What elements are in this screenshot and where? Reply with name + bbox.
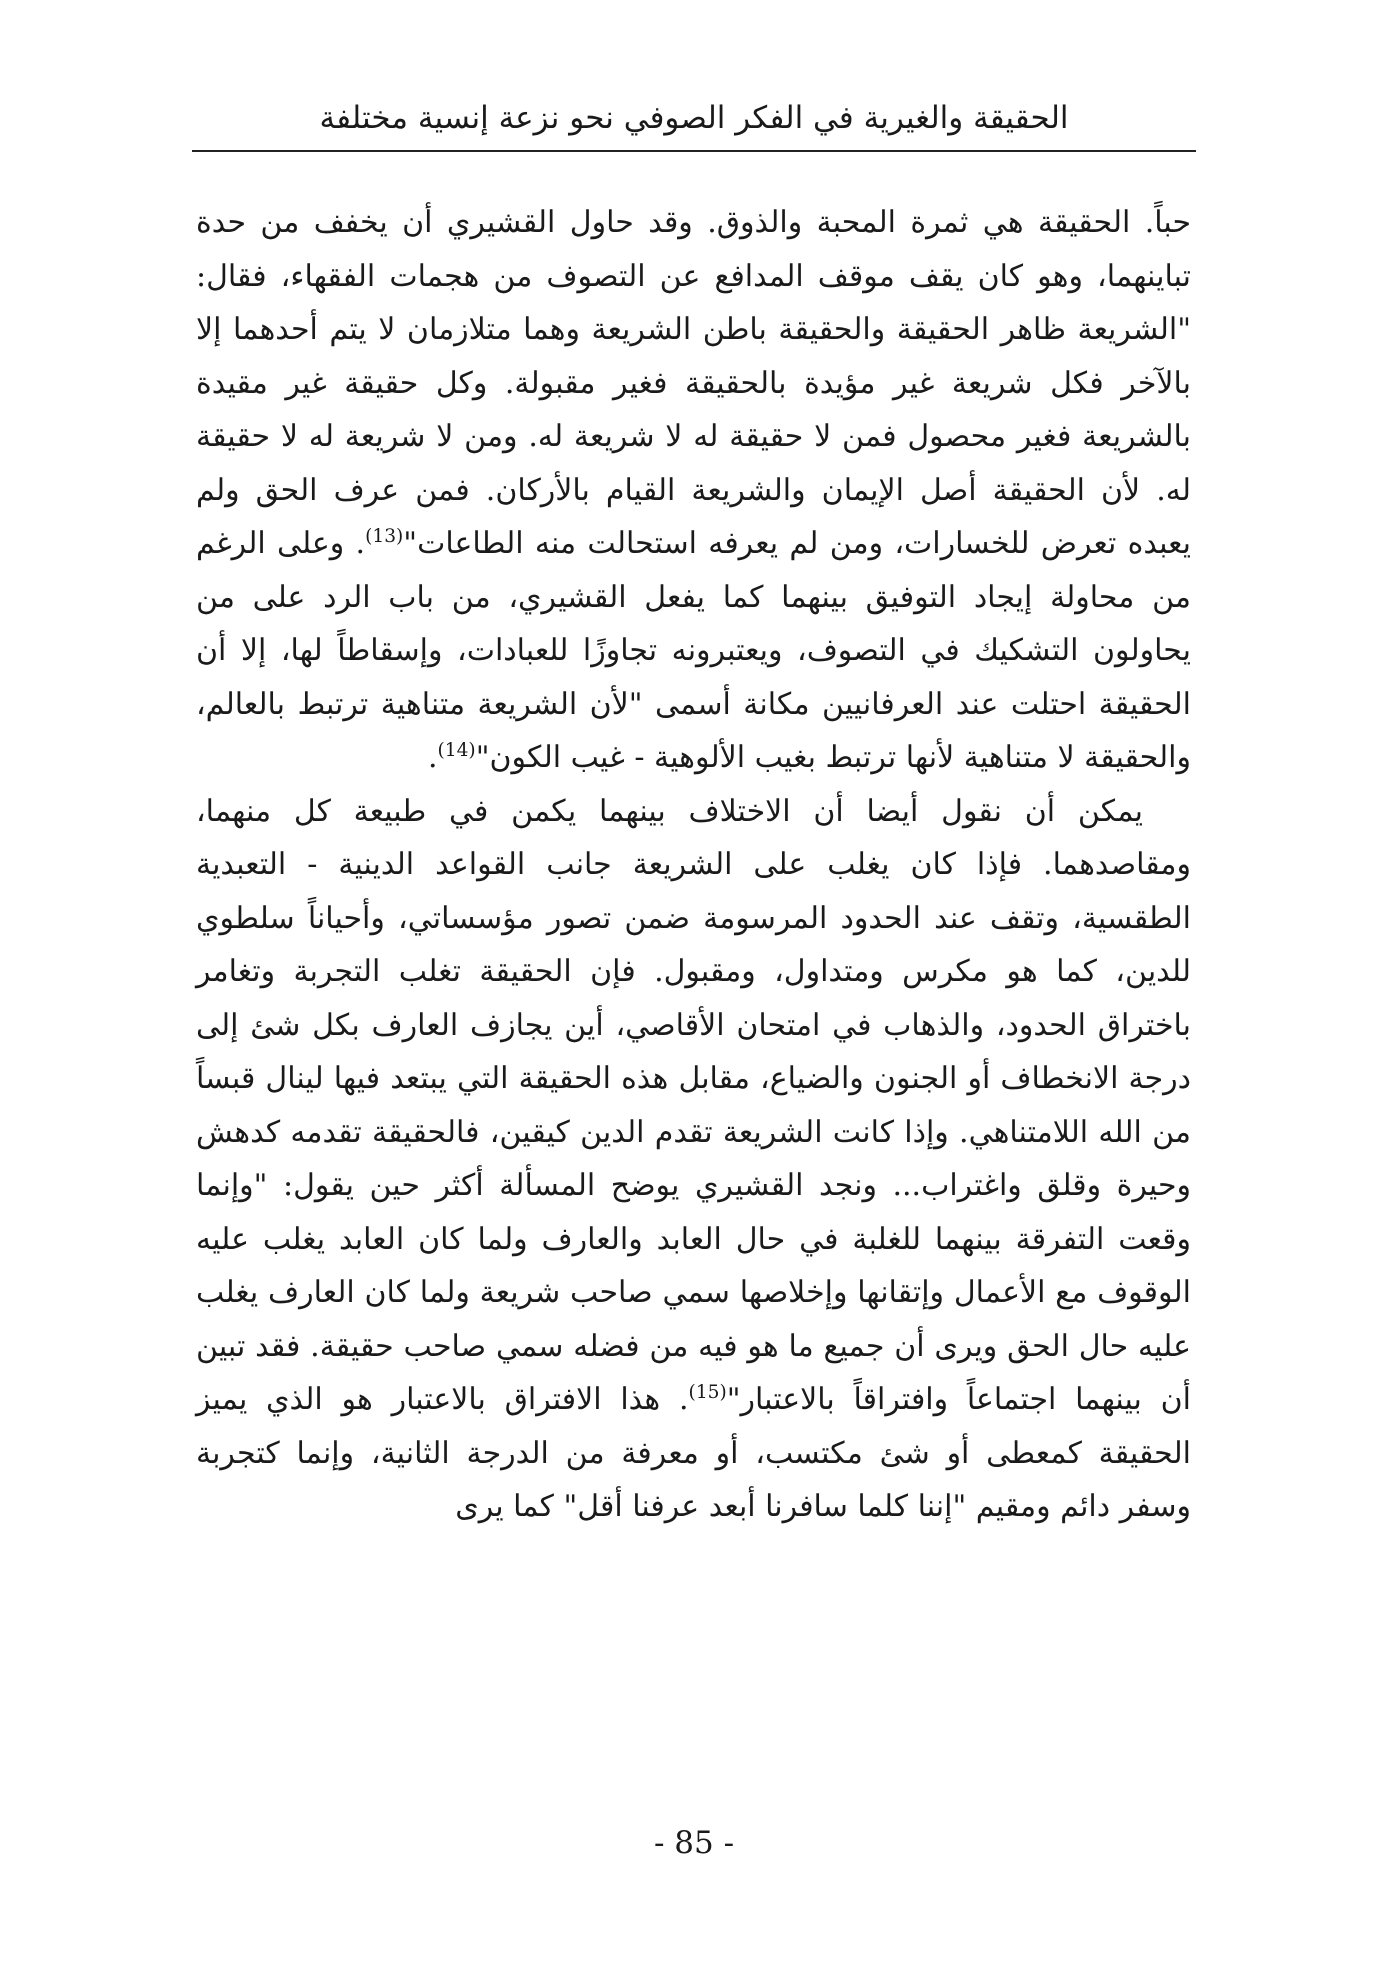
paragraph-2-text-b: . هذا الافتراق بالاعتبار هو الذي يميز الحقيقة كمعطى أو شئ مكتسب، أو معرفة من الدرجة الثانية، وإنما كتجربة وسفر دائم ومقيم "إننا كلما سافرنا أبعد عرفنا أقل" كما يرى <box>196 1382 1191 1524</box>
paragraph-1-text-c: . <box>427 740 438 775</box>
paragraph-2-text-a: يمكن أن نقول أيضا أن الاختلاف بينهما يكمن في طبيعة كل منهما، ومقاصدهما. فإذا كان يغلب على الشريعة جانب القواعد الدينية - التعبدية الطقسية، وتقف عند الحدود المرسومة ضمن تصور مؤسساتي، وأحياناً سلطوي للدين، كما هو مكرس ومتداول، ومقبول. فإن الحقيقة تغلب التجربة وتغامر باختراق الحدود، والذهاب في امتحان الأقاصي، أين يجازف العارف بكل شئ إلى درجة الانخطاف أو الجنون والضياع، مقابل هذه الحقيقة التي يبتعد فيها لينال قبساً من الله اللامتناهي. وإذا كانت الشريعة تقدم الدين كيقين، فالحقيقة تقدمه كدهش وحيرة وقلق واغتراب... ونجد القشيري يوضح المسألة أكثر حين يقول: "وإنما وقعت التفرقة بينهما للغلبة في حال العابد والعارف ولما كان العابد يغلب عليه الوقوف مع الأعمال وإتقانها وإخلاصها سمي صاحب شريعة ولما كان العارف يغلب عليه حال الحق ويرى أن جميع ما هو فيه من فضله سمي صاحب حقيقة. فقد تبين أن بينهما اجتماعاً وافتراقاً بالاعتبار" <box>196 793 1191 1417</box>
footnote-ref-13: (13) <box>365 526 404 547</box>
paragraph-1-text-a: حباً. الحقيقة هي ثمرة المحبة والذوق. وقد حاول القشيري أن يخفف من حدة تباينهما، وهو كان يقف موقف المدافع عن التصوف من هجمات الفقهاء، فقال: "الشريعة ظاهر الحقيقة والحقيقة باطن الشريعة وهما متلازمان لا يتم أحدهما إلا بالآخر فكل شريعة غير مؤيدة بالحقيقة فغير مقبولة. وكل حقيقة غير مقيدة بالشريعة فغير محصول فمن لا حقيقة له لا شريعة له. ومن لا شريعة له لا حقيقة له. لأن الحقيقة أصل الإيمان والشريعة القيام بالأركان. فمن عرف الحق ولم يعبده تعرض للخسارات، ومن لم يعرفه استحالت منه الطاعات" <box>196 205 1191 561</box>
footnote-ref-14: (14) <box>437 740 476 761</box>
page-number: - 85 - <box>653 1825 735 1861</box>
running-header: الحقيقة والغيرية في الفكر الصوفي نحو نزعة إنسية مختلفة <box>319 100 1069 136</box>
paragraph-2 <box>196 785 1191 1534</box>
body-text <box>196 196 1191 1736</box>
header-rule <box>192 150 1196 152</box>
footnote-ref-15: (15) <box>688 1382 727 1403</box>
paragraph-1-text-b: . وعلى الرغم من محاولة إيجاد التوفيق بينهما كما يفعل القشيري، من باب الرد على من يحاولون التشكيك في التصوف، ويعتبرونه تجاوزًا للعبادات، وإسقاطاً لها، إلا أن الحقيقة احتلت عند العرفانيين مكانة أسمى "لأن الشريعة متناهية ترتبط بالعالم، والحقيقة لا متناهية لأنها ترتبط بغيب الألوهية - غيب الكون" <box>196 526 1191 775</box>
paragraph-1 <box>196 196 1191 785</box>
